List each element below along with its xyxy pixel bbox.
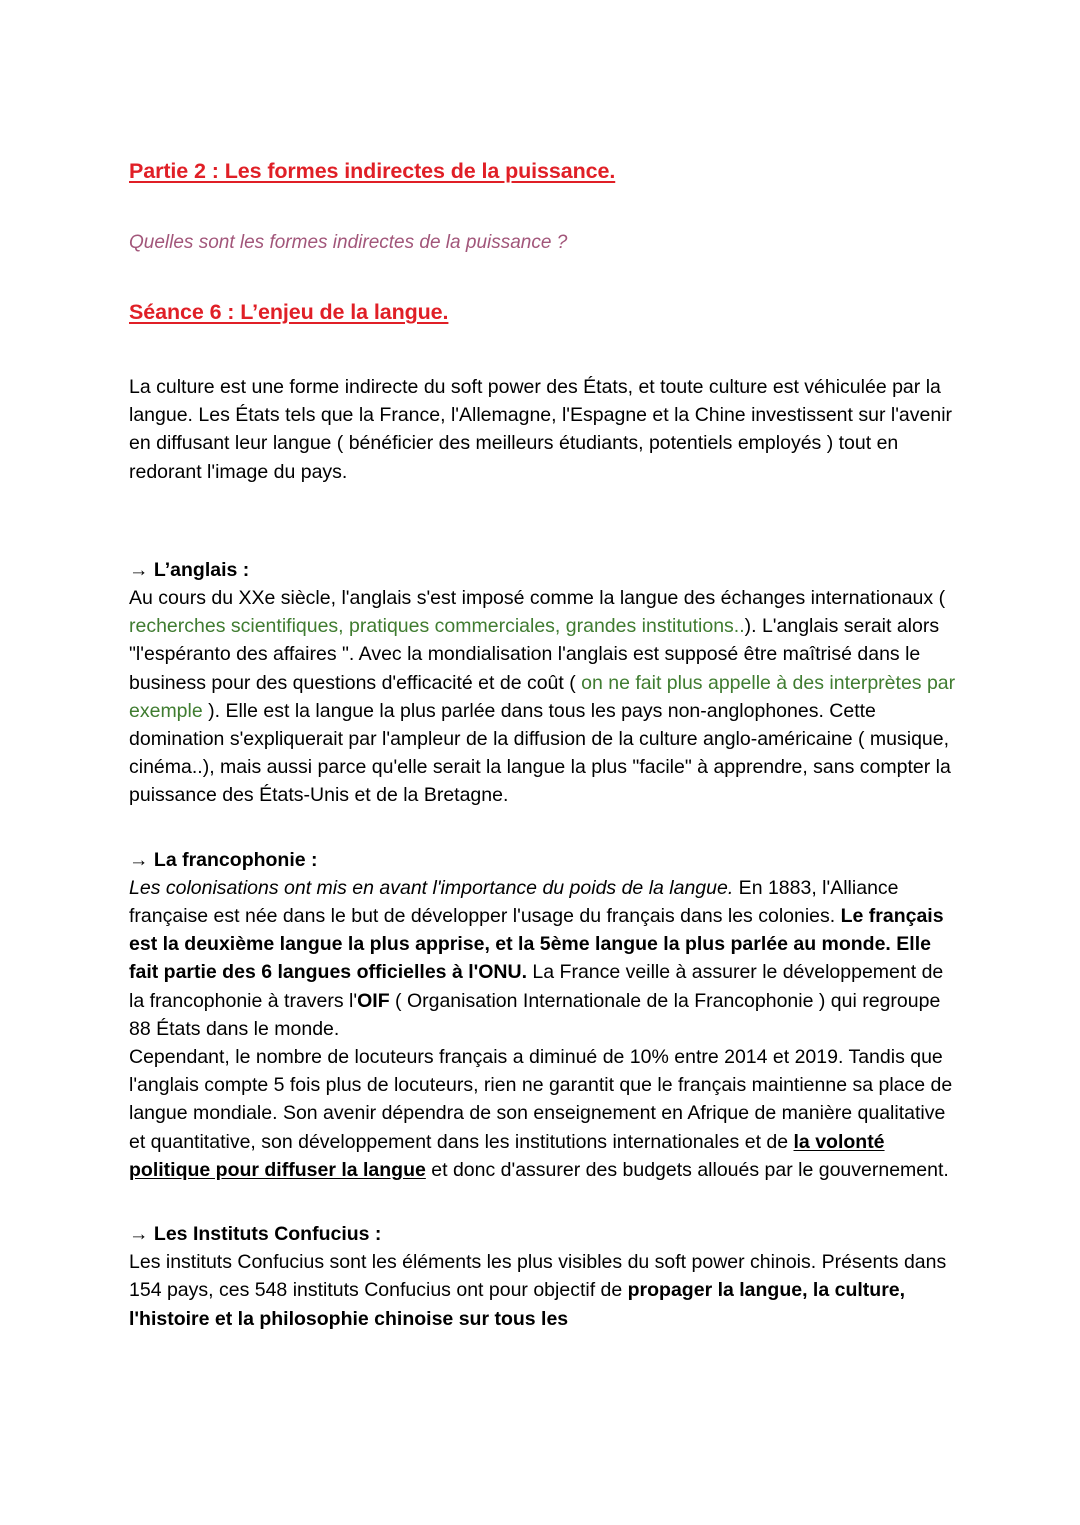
intro-paragraph: La culture est une forme indirecte du soft power des États, et toute culture est véhiculée par la langue. Les États tels que la France, l'Allemagne, l'Espagne et la Chine investissent sur l'avenir en diffusant leur langue ( bénéficier des meilleurs étudiants, potentiels employés ) tout en redorant l'image du pays. (129, 376, 953, 483)
text-run-green: on ne fait plus appelle à des interprètes par exemple (129, 671, 956, 722)
text-run-normal: et donc d'assurer des budgets alloués par le gouvernement. (425, 1158, 949, 1181)
section-francophonie-heading-label: La francophonie : (153, 848, 318, 871)
section-english-paragraph (129, 584, 957, 810)
arrow-icon: → (129, 848, 149, 871)
text-run-green: recherches scientifiques, pratiques commerciales, grandes institutions.. (129, 615, 745, 638)
section-francophonie-paragraph-2 (129, 1043, 957, 1184)
text-run-normal: En 1883, l'Alliance française est née dans le but de développer l'usage du français dans les colonies. (129, 876, 899, 928)
text-run-normal: ( Organisation Internationale de la Francophonie ) qui regroupe 88 États dans le monde. (129, 989, 941, 1040)
section-english-heading (129, 556, 957, 584)
text-run-normal: Les instituts Confucius sont les éléments les plus visibles du soft power chinois. Présents dans 154 pays, ces 548 instituts Confucius ont pour objectif de (129, 1251, 947, 1302)
section-francophonie (129, 846, 957, 1184)
section-english (129, 556, 957, 810)
section-francophonie-paragraph-1 (129, 874, 957, 1043)
text-run-normal: ). L'anglais serait alors "l'espéranto des affaires ". Avec la mondialisation l'anglais est supposé être maîtrisé dans le business pour des questions d'efficacité et de coût ( (129, 615, 940, 694)
text-run-normal: Au cours du XXe siècle, l'anglais s'est imposé comme la langue des échanges internationaux ( (129, 587, 946, 610)
section-confucius-heading-label: Les Instituts Confucius : (153, 1223, 382, 1246)
text-run-bold: OIF (357, 989, 390, 1012)
section-confucius (129, 1220, 957, 1333)
arrow-icon: → (129, 1223, 149, 1246)
lead-question: Quelles sont les formes indirectes de la puissance ? (129, 232, 568, 253)
section-english-heading-label: L’anglais : (153, 558, 250, 581)
section-confucius-paragraph (129, 1248, 957, 1333)
arrow-icon: → (129, 558, 149, 581)
section-francophonie-heading (129, 846, 957, 874)
text-run-bold: propager la langue, la culture, l'histoire et la philosophie chinoise sur tous les (129, 1279, 906, 1330)
text-run-italic: Les colonisations ont mis en avant l'importance du poids de la langue. (129, 876, 734, 899)
text-run-normal: ). Elle est la langue la plus parlée dans tous les pays non-anglophones. Cette domination s'expliquerait par l'ampleur de la diffusion de la culture anglo-américaine ( musique, cinéma..), mais aussi parce qu'elle serait la langue la plus "facile" à apprendre, sans compter la puissance des États-Unis et de la Bretagne. (129, 699, 951, 807)
text-run-normal: La France veille à assurer le développement de la francophonie à travers l' (129, 961, 944, 1012)
text-run-normal: Cependant, le nombre de locuteurs français a diminué de 10% entre 2014 et 2019. Tandis que l'anglais compte 5 fois plus de locuteurs, rien ne garantit que le français maintienne sa place de langue mondiale. Son avenir dépendra de son enseignement en Afrique de manière qualitative et quantitative, son développement dans les institutions internationales et de (129, 1046, 953, 1153)
page-title: Partie 2 : Les formes indirectes de la puissance. (129, 159, 616, 183)
section-confucius-heading (129, 1220, 957, 1248)
text-run-bold: Le français est la deuxième langue la plus apprise, et la 5ème langue la plus parlée au monde. Elle fait partie des 6 langues officielles à l'ONU. (129, 905, 944, 984)
document-body (129, 158, 957, 1333)
text-run-bold-underline: la volonté politique pour diffuser la langue (129, 1130, 885, 1181)
session-title: Séance 6 : L’enjeu de la langue. (129, 300, 449, 324)
